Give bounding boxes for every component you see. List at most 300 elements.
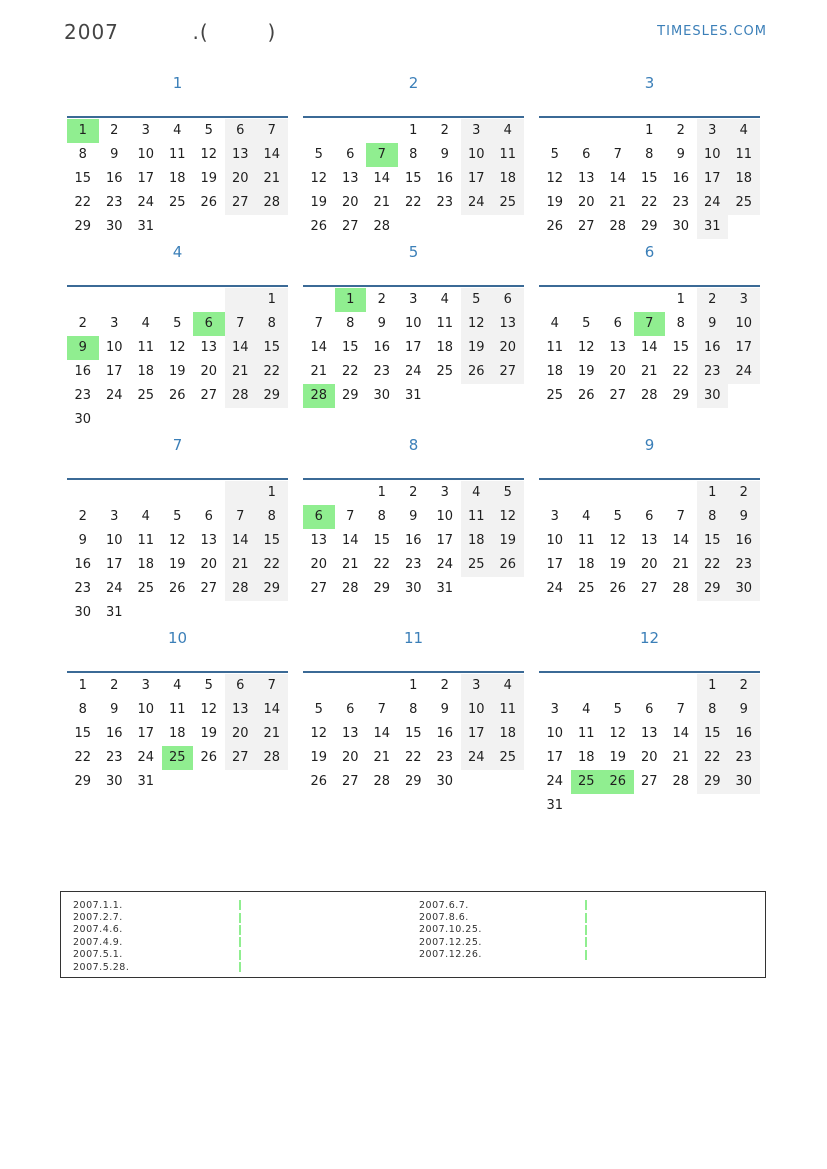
holiday-note-row <box>419 936 587 948</box>
empty-day-cell <box>256 601 288 625</box>
day-cell: 21 <box>225 553 257 577</box>
day-cell: 2 <box>110 123 119 138</box>
empty-day-cell <box>335 481 367 505</box>
day-cell: 27 <box>225 191 257 215</box>
day-cell: 15 <box>74 171 92 186</box>
empty-day-cell <box>256 215 288 239</box>
holiday-note-date: 2007.5.28. <box>73 961 130 973</box>
month-calendar <box>67 70 288 239</box>
day-cell: 17 <box>697 167 729 191</box>
day-cell: 7 <box>314 316 323 331</box>
day-cell: 16 <box>105 171 123 186</box>
day-cell: 5 <box>550 147 559 162</box>
day-cell: 4 <box>141 316 150 331</box>
day-cell: 21 <box>672 750 690 765</box>
day-cell: 5 <box>173 509 182 524</box>
day-cell: 16 <box>672 171 690 186</box>
day-cell: 7 <box>377 702 386 717</box>
empty-day-cell <box>665 674 697 698</box>
day-cell: 18 <box>492 167 524 191</box>
day-cell: 9 <box>697 312 729 336</box>
day-cell: 23 <box>105 195 123 210</box>
holiday-day-cell: 1 <box>335 288 367 312</box>
empty-day-cell <box>602 794 634 818</box>
day-cell: 30 <box>728 577 760 601</box>
day-cell: 30 <box>105 774 123 789</box>
day-cell: 16 <box>728 529 760 553</box>
day-cell: 27 <box>492 360 524 384</box>
empty-day-cell <box>461 770 493 794</box>
day-cell: 14 <box>341 533 359 548</box>
day-cell: 29 <box>341 388 359 403</box>
day-cell: 25 <box>577 581 595 596</box>
day-cell: 22 <box>672 364 690 379</box>
day-cell: 9 <box>110 702 119 717</box>
holiday-day-cell: 6 <box>303 505 335 529</box>
day-cell: 15 <box>74 726 92 741</box>
day-cell: 21 <box>640 364 658 379</box>
day-cell: 21 <box>256 167 288 191</box>
holiday-note-date: 2007.12.26. <box>419 949 482 961</box>
empty-day-cell <box>303 288 335 312</box>
day-cell: 8 <box>645 147 654 162</box>
empty-day-cell <box>571 674 603 698</box>
day-cell: 11 <box>577 533 595 548</box>
empty-day-cell <box>539 288 571 312</box>
day-cell: 17 <box>728 336 760 360</box>
day-cell: 15 <box>404 171 422 186</box>
day-cell: 9 <box>728 505 760 529</box>
day-cell: 8 <box>409 147 418 162</box>
day-cell: 2 <box>728 481 760 505</box>
day-cell: 4 <box>492 674 524 698</box>
month-calendar <box>539 239 760 432</box>
day-cell: 11 <box>492 143 524 167</box>
day-cell: 27 <box>609 388 627 403</box>
day-cell: 4 <box>582 702 591 717</box>
day-cell: 26 <box>168 388 186 403</box>
holiday-day-cell: 1 <box>67 119 99 143</box>
day-cell: 9 <box>440 702 449 717</box>
day-cell: 13 <box>640 726 658 741</box>
empty-day-cell <box>162 481 194 505</box>
day-cell: 7 <box>256 119 288 143</box>
day-cell: 3 <box>697 119 729 143</box>
day-cell: 6 <box>582 147 591 162</box>
day-cell: 10 <box>105 533 123 548</box>
day-cell: 28 <box>341 581 359 596</box>
month-days-grid <box>539 285 760 408</box>
empty-day-cell <box>225 770 257 794</box>
day-cell: 10 <box>404 316 422 331</box>
day-cell: 7 <box>256 674 288 698</box>
month-name: 6 <box>644 243 655 261</box>
day-cell: 14 <box>672 726 690 741</box>
day-cell: 5 <box>613 702 622 717</box>
day-cell: 17 <box>461 167 493 191</box>
day-cell: 6 <box>346 702 355 717</box>
day-cell: 2 <box>676 123 685 138</box>
empty-day-cell <box>256 408 288 432</box>
day-cell: 22 <box>341 364 359 379</box>
day-cell: 24 <box>546 581 564 596</box>
day-cell: 7 <box>225 505 257 529</box>
day-cell: 26 <box>461 360 493 384</box>
day-cell: 7 <box>225 312 257 336</box>
day-cell: 16 <box>74 557 92 572</box>
holiday-marker <box>239 913 241 923</box>
day-cell: 25 <box>436 364 454 379</box>
day-cell: 15 <box>672 340 690 355</box>
day-cell: 18 <box>546 364 564 379</box>
day-cell: 24 <box>105 581 123 596</box>
empty-day-cell <box>571 794 603 818</box>
empty-day-cell <box>602 119 634 143</box>
day-cell: 19 <box>310 195 328 210</box>
day-cell: 19 <box>200 171 218 186</box>
day-cell: 24 <box>404 364 422 379</box>
empty-day-cell <box>429 384 461 408</box>
day-cell: 30 <box>105 219 123 234</box>
day-cell: 4 <box>492 119 524 143</box>
day-cell: 27 <box>310 581 328 596</box>
empty-day-cell <box>225 408 257 432</box>
day-cell: 4 <box>582 509 591 524</box>
day-cell: 30 <box>672 219 690 234</box>
holiday-marker <box>239 925 241 935</box>
holiday-marker <box>239 937 241 947</box>
day-cell: 29 <box>373 581 391 596</box>
empty-day-cell <box>602 481 634 505</box>
day-cell: 3 <box>461 674 493 698</box>
day-cell: 15 <box>697 722 729 746</box>
holiday-marker <box>585 925 587 935</box>
day-cell: 11 <box>168 147 186 162</box>
empty-day-cell <box>193 481 225 505</box>
holiday-note-date: 2007.4.9. <box>73 936 123 948</box>
day-cell: 8 <box>256 312 288 336</box>
day-cell: 17 <box>404 340 422 355</box>
day-cell: 11 <box>168 702 186 717</box>
empty-day-cell <box>130 601 162 625</box>
day-cell: 15 <box>404 726 422 741</box>
empty-day-cell <box>571 288 603 312</box>
holiday-marker <box>239 950 241 960</box>
holiday-note-date: 2007.8.6. <box>419 912 469 924</box>
empty-day-cell <box>130 408 162 432</box>
empty-day-cell <box>256 770 288 794</box>
day-cell: 10 <box>436 509 454 524</box>
empty-day-cell <box>539 674 571 698</box>
month-name: 4 <box>172 243 183 261</box>
holiday-note-row <box>73 899 241 911</box>
day-cell: 23 <box>404 557 422 572</box>
day-cell: 18 <box>577 750 595 765</box>
holiday-day-cell: 25 <box>571 770 603 794</box>
empty-day-cell <box>303 119 335 143</box>
day-cell: 1 <box>409 678 418 693</box>
day-cell: 11 <box>137 340 155 355</box>
day-cell: 29 <box>256 384 288 408</box>
brand-link[interactable]: TIMESLES.COM <box>657 24 767 39</box>
empty-day-cell <box>225 288 257 312</box>
day-cell: 23 <box>74 388 92 403</box>
day-cell: 2 <box>440 123 449 138</box>
day-cell: 10 <box>137 702 155 717</box>
month-calendar <box>539 432 760 625</box>
month-calendar <box>539 625 760 818</box>
month-name: 3 <box>644 74 655 92</box>
day-cell: 9 <box>110 147 119 162</box>
holiday-day-cell: 7 <box>634 312 666 336</box>
empty-day-cell <box>665 481 697 505</box>
day-cell: 11 <box>577 726 595 741</box>
day-cell: 14 <box>225 529 257 553</box>
day-cell: 6 <box>346 147 355 162</box>
day-cell: 15 <box>341 340 359 355</box>
month-days-grid <box>539 671 760 818</box>
holiday-marker <box>585 937 587 947</box>
day-cell: 11 <box>137 533 155 548</box>
holiday-note-row <box>73 936 241 948</box>
month-calendar <box>67 625 288 818</box>
day-cell: 21 <box>672 557 690 572</box>
month-name: 8 <box>408 436 419 454</box>
day-cell: 19 <box>577 364 595 379</box>
empty-day-cell <box>602 674 634 698</box>
day-cell: 4 <box>173 123 182 138</box>
empty-day-cell <box>492 215 524 239</box>
holiday-note-date: 2007.1.1. <box>73 899 123 911</box>
day-cell: 10 <box>137 147 155 162</box>
day-cell: 25 <box>137 388 155 403</box>
day-cell: 12 <box>609 533 627 548</box>
empty-day-cell <box>461 384 493 408</box>
day-cell: 19 <box>609 557 627 572</box>
day-cell: 17 <box>546 557 564 572</box>
month-name: 7 <box>172 436 183 454</box>
day-cell: 3 <box>110 509 119 524</box>
empty-day-cell <box>461 577 493 601</box>
day-cell: 8 <box>346 316 355 331</box>
month-name: 5 <box>408 243 419 261</box>
day-cell: 5 <box>173 316 182 331</box>
day-cell: 10 <box>461 698 493 722</box>
day-cell: 30 <box>74 605 92 620</box>
day-cell: 3 <box>461 119 493 143</box>
day-cell: 13 <box>310 533 328 548</box>
day-cell: 16 <box>436 726 454 741</box>
day-cell: 31 <box>436 581 454 596</box>
day-cell: 10 <box>728 312 760 336</box>
day-cell: 21 <box>609 195 627 210</box>
day-cell: 21 <box>341 557 359 572</box>
holiday-note-row <box>419 924 587 936</box>
holiday-notes-left-column <box>73 899 241 973</box>
month-name: 1 <box>172 74 183 92</box>
day-cell: 22 <box>256 553 288 577</box>
day-cell: 26 <box>200 195 218 210</box>
month-calendar <box>67 432 288 625</box>
empty-day-cell <box>634 674 666 698</box>
day-cell: 7 <box>346 509 355 524</box>
empty-day-cell <box>429 215 461 239</box>
day-cell: 16 <box>697 336 729 360</box>
day-cell: 9 <box>728 698 760 722</box>
day-cell: 1 <box>409 123 418 138</box>
day-cell: 12 <box>546 171 564 186</box>
day-cell: 10 <box>546 726 564 741</box>
holiday-marker <box>585 913 587 923</box>
day-cell: 16 <box>728 722 760 746</box>
day-cell: 17 <box>105 364 123 379</box>
day-cell: 13 <box>200 533 218 548</box>
empty-day-cell <box>99 408 131 432</box>
day-cell: 30 <box>436 774 454 789</box>
month-days-grid <box>539 116 760 239</box>
month-days-grid <box>303 116 524 239</box>
day-cell: 20 <box>577 195 595 210</box>
day-cell: 27 <box>200 388 218 403</box>
month-calendar <box>303 432 524 625</box>
day-cell: 19 <box>310 750 328 765</box>
day-cell: 14 <box>672 533 690 548</box>
day-cell: 12 <box>577 340 595 355</box>
day-cell: 27 <box>341 774 359 789</box>
day-cell: 10 <box>105 340 123 355</box>
day-cell: 26 <box>200 750 218 765</box>
empty-day-cell <box>130 481 162 505</box>
day-cell: 18 <box>137 364 155 379</box>
day-cell: 23 <box>74 581 92 596</box>
day-cell: 16 <box>404 533 422 548</box>
day-cell: 11 <box>492 698 524 722</box>
day-cell: 22 <box>404 750 422 765</box>
day-cell: 21 <box>373 750 391 765</box>
day-cell: 24 <box>697 191 729 215</box>
empty-day-cell <box>492 770 524 794</box>
day-cell: 14 <box>310 340 328 355</box>
day-cell: 19 <box>461 336 493 360</box>
holiday-notes-box <box>60 891 766 978</box>
day-cell: 17 <box>461 722 493 746</box>
day-cell: 16 <box>373 340 391 355</box>
day-cell: 29 <box>640 219 658 234</box>
day-cell: 13 <box>200 340 218 355</box>
day-cell: 23 <box>728 553 760 577</box>
empty-day-cell <box>728 794 760 818</box>
day-cell: 12 <box>310 171 328 186</box>
day-cell: 31 <box>404 388 422 403</box>
day-cell: 12 <box>492 505 524 529</box>
day-cell: 26 <box>609 581 627 596</box>
day-cell: 24 <box>461 191 493 215</box>
day-cell: 8 <box>697 505 729 529</box>
day-cell: 30 <box>697 384 729 408</box>
day-cell: 3 <box>550 509 559 524</box>
month-name: 2 <box>408 74 419 92</box>
empty-day-cell <box>99 288 131 312</box>
empty-day-cell <box>492 384 524 408</box>
day-cell: 20 <box>225 722 257 746</box>
day-cell: 1 <box>256 481 288 505</box>
holiday-notes-right-column <box>419 899 587 961</box>
day-cell: 11 <box>461 505 493 529</box>
day-cell: 22 <box>404 195 422 210</box>
day-cell: 6 <box>225 674 257 698</box>
day-cell: 25 <box>492 191 524 215</box>
day-cell: 12 <box>461 312 493 336</box>
day-cell: 20 <box>341 750 359 765</box>
day-cell: 26 <box>168 581 186 596</box>
day-cell: 3 <box>440 485 449 500</box>
empty-day-cell <box>634 794 666 818</box>
day-cell: 13 <box>225 143 257 167</box>
day-cell: 8 <box>409 702 418 717</box>
month-name: 11 <box>403 629 424 647</box>
day-cell: 9 <box>676 147 685 162</box>
day-cell: 2 <box>728 674 760 698</box>
holiday-day-cell: 25 <box>162 746 194 770</box>
day-cell: 23 <box>697 360 729 384</box>
day-cell: 22 <box>256 360 288 384</box>
day-cell: 3 <box>141 123 150 138</box>
empty-day-cell <box>461 215 493 239</box>
day-cell: 29 <box>672 388 690 403</box>
day-cell: 8 <box>78 702 87 717</box>
empty-day-cell <box>492 577 524 601</box>
day-cell: 2 <box>78 316 87 331</box>
day-cell: 20 <box>200 364 218 379</box>
day-cell: 25 <box>546 388 564 403</box>
day-cell: 6 <box>645 509 654 524</box>
day-cell: 11 <box>436 316 454 331</box>
day-cell: 28 <box>373 219 391 234</box>
month-name: 10 <box>167 629 188 647</box>
day-cell: 1 <box>697 481 729 505</box>
day-cell: 20 <box>225 167 257 191</box>
day-cell: 1 <box>377 485 386 500</box>
month-days-grid <box>67 116 288 239</box>
day-cell: 1 <box>676 292 685 307</box>
day-cell: 13 <box>577 171 595 186</box>
day-cell: 13 <box>341 726 359 741</box>
empty-day-cell <box>162 601 194 625</box>
day-cell: 18 <box>137 557 155 572</box>
year-calendar <box>67 70 761 818</box>
empty-day-cell <box>366 119 398 143</box>
day-cell: 28 <box>672 774 690 789</box>
holiday-marker <box>585 900 587 910</box>
day-cell: 4 <box>173 678 182 693</box>
month-calendar <box>303 239 524 432</box>
day-cell: 27 <box>640 581 658 596</box>
day-cell: 15 <box>256 336 288 360</box>
day-cell: 13 <box>341 171 359 186</box>
day-cell: 6 <box>225 119 257 143</box>
day-cell: 22 <box>373 557 391 572</box>
holiday-day-cell: 28 <box>303 384 335 408</box>
day-cell: 23 <box>436 750 454 765</box>
day-cell: 3 <box>141 678 150 693</box>
holiday-day-cell: 9 <box>67 336 99 360</box>
day-cell: 25 <box>492 746 524 770</box>
empty-day-cell <box>225 601 257 625</box>
day-cell: 12 <box>168 533 186 548</box>
day-cell: 29 <box>697 577 729 601</box>
empty-day-cell <box>634 288 666 312</box>
day-cell: 19 <box>168 557 186 572</box>
